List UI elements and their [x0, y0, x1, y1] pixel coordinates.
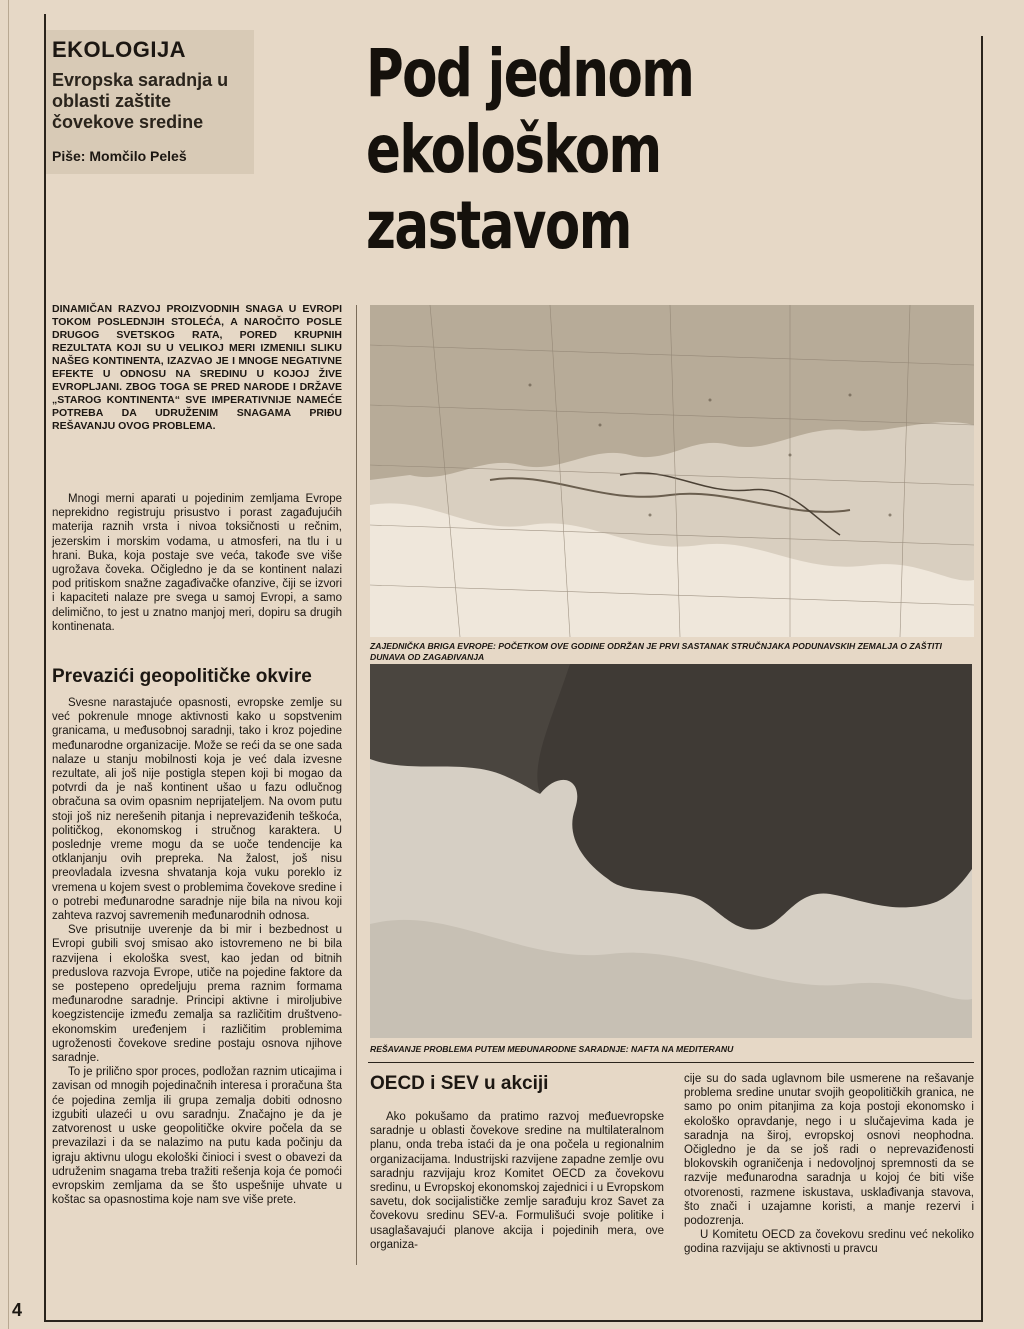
body-paragraph: U Komitetu OECD za čovekovu sredinu već nekoliko godina razvijaju se aktivnosti u pravcu	[684, 1229, 974, 1256]
body-paragraph: cije su do sada uglavnom bile usmerene na rešavanje problema sredine unutar svojih geopolitičkih granica, ne samo po onim pitanjima za koja postoji ekonomsko i ekološko opravdanje, nego i u slučajevima kada je saradnja na široj, evropskoj osnovi neophodna. Očigledno je da se još radi o neprevaziđenosti blokovskih ograničenja i nedovoljnoj spremnosti da se razvije međunarodna saradnja u kojoj će biti više otvorenosti, razmene iskustava, usklađivanja stavova, što znači i uzajamne koristi, a manje rezervi i podozrenja.	[684, 1073, 974, 1228]
frame-bottom-rule	[44, 1320, 983, 1322]
article-lead: DINAMIČAN RAZVOJ PROIZVODNIH SNAGA U EVROPI TOKOM POSLEDNJIH STOLEĆA, A NAROČITO POSLE DRUGOG SVETSKOG RATA, PORED KRUPNIH REZULTATA KOJI SU U VELIKOJ MERI IZMENILI SLIKU NAŠEG KONTINENTA, IZAZVAO JE I MNOGE NEGATIVNE EFEKTE U ODNOSU NA SREDINU U KOJOJ ŽIVE EVROPLJANI. ZBOG TOGA SE PRED NARODE I DRŽAVE „STAROG KONTINENTA“ SVE IMPERATIVNIJE NAMEĆE POTREBA DA UDRUŽENIM SNAGAMA PRIĐU REŠAVANJU OVOG PROBLEMA.	[52, 303, 342, 432]
body-paragraph-intro: Mnogi merni aparati u pojedinim zemljama Evrope neprekidno registruju prisustvo i porast zagađujućih materija raznih vrsta i nivoa toksičnosti u rečnim, jezerskim i morskim vodama, u atmosferi, na tlu i u hrani. Buka, koja postaje sve veća, takođe sve više ugrožava čoveka. Očigledno je da se kontinent nalazi pod pritiskom snažne zagađivačke ofanzive, čiji se izvori i kapaciteti nalaze pre svega u samoj Evropi, a samo delimično, to jest u znatno manjoj meri, dopiru sa drugih kontinenata.	[52, 493, 342, 633]
article-headline: Pod jednom ekološkom zastavom	[366, 35, 694, 264]
frame-left-rule	[44, 14, 46, 1322]
subheading-oecd-sev: OECD i SEV u akciji	[370, 1073, 549, 1094]
body-paragraph: To je prilično spor proces, podložan raznim uticajima i zavisan od mnogih pojedinačnih interesa i proračuna šta će pojedina zemlja ili grupa zemalja dobiti odnosno izgubiti ulazeći u ovu saradnju. Značajno je da je zatvorenost u uske geopolitičke okvire počela da se prevazilazi i da se nalazimo na putu kada počinju da igraju aktivnu ulogu ekološki činioci i svest o obavezi da udruženim snagama treba tražiti rešenja koja će pomoći evropskim zemljama da se što uspešnije uhvate u koštac sa opasnostima koje nam sve više prete.	[52, 1066, 342, 1207]
article-byline: Piše: Momčilo Peleš	[52, 148, 187, 164]
body-column-left	[52, 696, 342, 1207]
page-number: 4	[12, 1300, 23, 1320]
body-paragraph: Sve prisutnije uverenje da bi mir i bezbednost u Evropi gubili svoj smisao ako istovremeno ne bi bila razvijena i ekološka svest, kao jedan od bitnih preduslova razvoja Evrope, utiče na pojedine faktore da se postepeno opredeljuju prema raznim formama međunarodne saradnje. Principi aktivne i miroljubive koegzistencije između zemalja sa različitim društveno-ekonomskim uređenjem i različitim problemima ugroženosti čovekove sredine postaju osnova njihove saradnje.	[52, 924, 342, 1065]
section-rule	[368, 1062, 974, 1063]
article-subtitle: Evropska saradnja u oblasti zaštite čovekove sredine	[52, 70, 229, 132]
subheading-geopolitics: Prevazići geopolitičke okvire	[52, 666, 312, 687]
body-paragraph: Svesne narastajuće opasnosti, evropske zemlje su već pokrenule mnoge aktivnosti kako u sopstvenim granicama, u međusobnoj saradnji, tako i kroz pojedine međunarodne organizacije. Može se reći da se one sada nalaze u stanju mobilnosti koja je već dala izvesne rezultate, ali još nije postigla stepen koji bi mogao da potvrdi da je naš kontinent ušao u fazu odlučnog obračuna sa ovim opasnim neprijateljem. Na ovom putu stoji još niz nerešenih pitanja i neprevaziđenih teškoća, političkog, ekonomskog i stručnog karaktera. U poslednje vreme mogu da se uoče tendencije ka otklanjanju ovih prepreka. Na žalost, još nisu preovladala izvesna shvatanja koja vuku poreklo iz vremena u kojem svest o problemima čovekove sredine i o potrebi međunarodne saradnje nije bila na nivou koji zahteva razvoj savremenih međunarodnih odnosa.	[52, 697, 342, 923]
section-label: EKOLOGIJA	[52, 37, 187, 62]
map-caption: ZAJEDNIČKA BRIGA EVROPE: POČETKOM OVE GODINE ODRŽAN JE PRVI SASTANAK STRUČNJAKA PODUNAVSKIH ZEMALJA O ZAŠTITI DUNAVA OD ZAGAĐIVANJA	[370, 641, 942, 662]
body-paragraph-oecd: Ako pokušamo da pratimo razvoj međuevropske saradnje u oblasti čovekove sredine na multilateralnom planu, onda treba istaći da je ona počela u regionalnim organizacijama. Industrijski razvijene zapadne zemlje ovu saradnju razvijaju kroz Komitet OECD za čovekovu sredinu, u Evropskoj ekonomskoj zajednici i u Evropskom savetu, dok socijalističke zemlje sarađuju kroz Savet za čovekovu sredinu SEV-a. Formulišući svoje politike i usaglašavajući planove akcija i pojedinih mera, ove organiza-	[370, 1111, 664, 1251]
photo-caption: REŠAVANJE PROBLEMA PUTEM MEĐUNARODNE SARADNJE: NAFTA NA MEDITERANU	[370, 1044, 734, 1054]
europe-map-image	[370, 305, 974, 637]
page-gutter-line	[8, 0, 9, 1329]
column-divider	[356, 305, 357, 1265]
oil-spill-photo	[370, 664, 972, 1038]
body-column-right	[684, 1072, 974, 1257]
frame-right-rule	[981, 36, 983, 1322]
